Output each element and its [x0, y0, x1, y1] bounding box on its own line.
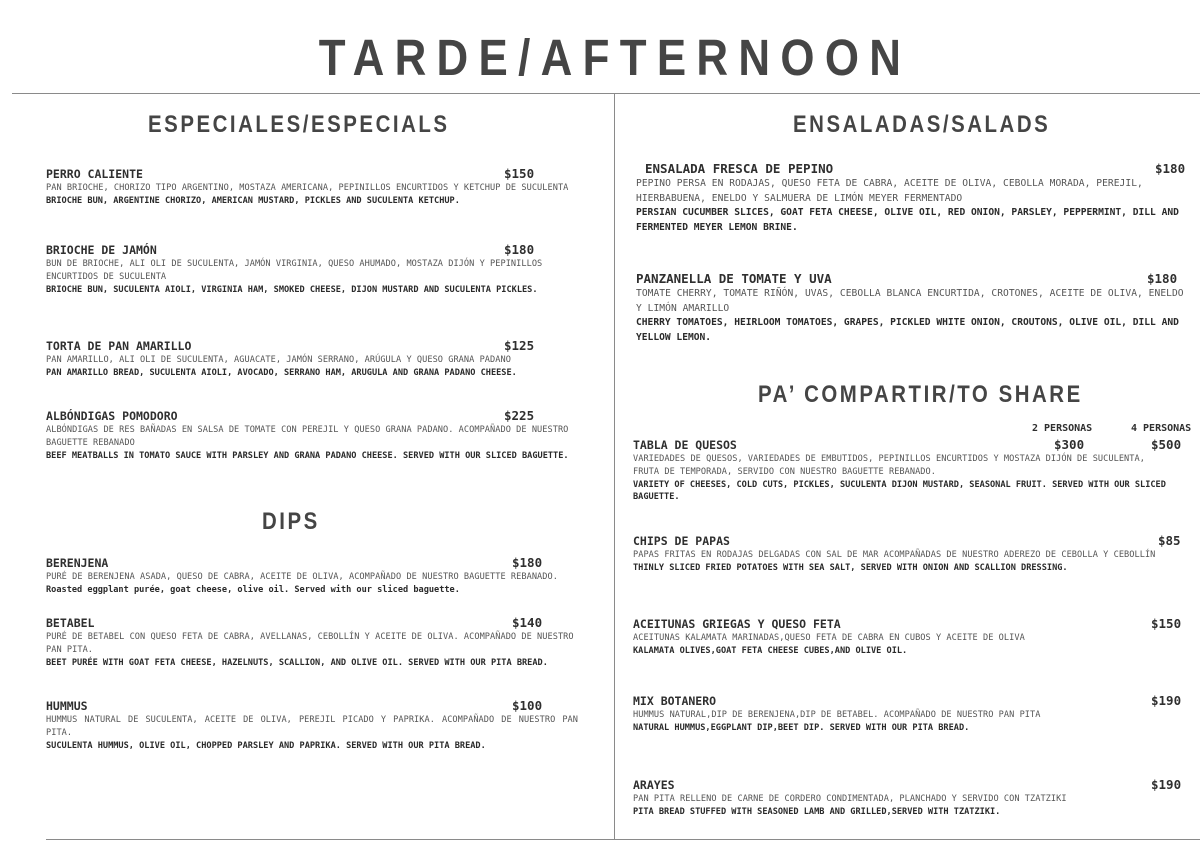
item-description-en: NATURAL HUMMUS,EGGPLANT DIP,BEET DIP. SERVED WITH OUR PITA BREAD.: [633, 722, 970, 733]
item-description-en: VARIETY OF CHEESES, COLD CUTS, PICKLES, SUCULENTA DIJON MUSTARD, SEASONAL FRUIT. SERVED WITH OUR SLICED BAGUETTE.: [633, 479, 1166, 503]
item-name: ENSALADA FRESCA DE PEPINO: [645, 161, 834, 176]
menu-item: [46, 166, 576, 208]
bottom-divider: [46, 839, 1200, 840]
item-description-es: PURÉ DE BETABEL CON QUESO FETA DE CABRA, AVELLANAS, CEBOLLÍN Y ACEITE DE OLIVA. ACOMPAÑADO DE NUESTRO PAN PITA.: [46, 632, 574, 655]
item-price: $190: [1151, 777, 1182, 792]
item-description-es: PURÉ DE BERENJENA ASADA, QUESO DE CABRA, ACEITE DE OLIVA, ACOMPAÑADO DE NUESTRO BAGUETTE REBANADO.: [46, 572, 558, 582]
column-divider: [614, 93, 615, 839]
menu-item: [633, 777, 1182, 819]
item-price: $140: [512, 615, 543, 630]
item-price: $190: [1151, 693, 1182, 708]
item-price: $180: [1155, 161, 1186, 176]
section-title-especiales: ESPECIALES/ESPECIALS: [148, 111, 450, 138]
item-description-es: VARIEDADES DE QUESOS, VARIEDADES DE EMBUTIDOS, PEPINILLOS ENCURTIDOS Y MOSTAZA DIJÓN DE SUCULENTA, FRUTA DE TEMPORADA, SERVIDO CON NUESTRO BAGUETTE REBANADO.: [633, 454, 1145, 477]
menu-item: [633, 693, 1182, 735]
menu-item: [633, 437, 1182, 504]
item-description-es: ALBÓNDIGAS DE RES BAÑADAS EN SALSA DE TOMATE CON PEREJIL Y QUESO GRANA PADANO. ACOMPAÑADO DE NUESTRO BAGUETTE REBANADO: [46, 425, 569, 448]
item-name: TABLA DE QUESOS: [633, 438, 737, 452]
item-price-4-personas: $500: [1151, 437, 1182, 452]
item-name: PANZANELLA DE TOMATE Y UVA: [636, 271, 832, 286]
item-description-en: BRIOCHE BUN, ARGENTINE CHORIZO, AMERICAN MUSTARD, PICKLES AND SUCULENTA KETCHUP.: [46, 195, 460, 206]
item-price: $180: [1147, 271, 1178, 286]
item-name: HUMMUS: [46, 699, 88, 713]
item-description-en: BEEF MEATBALLS IN TOMATO SAUCE WITH PARSLEY AND GRANA PADANO CHEESE. SERVED WITH OUR SLICED BAGUETTE.: [46, 450, 569, 461]
item-price: $125: [504, 338, 535, 353]
item-price: $150: [504, 166, 535, 181]
item-name: ACEITUNAS GRIEGAS Y QUESO FETA: [633, 617, 841, 631]
item-description-en: PAN AMARILLO BREAD, SUCULENTA AIOLI, AVOCADO, SERRANO HAM, ARUGULA AND GRANA PADANO CHEESE.: [46, 367, 517, 378]
menu-item: [46, 408, 576, 462]
item-description-en: Roasted eggplant purée, goat cheese, olive oil. Served with our sliced baguette.: [46, 584, 460, 595]
item-description-en: BEET PURÉE WITH GOAT FETA CHEESE, HAZELNUTS, SCALLION, AND OLIVE OIL. SERVED WITH OUR PITA BREAD.: [46, 657, 548, 668]
item-description-es: HUMMUS NATURAL DE SUCULENTA, ACEITE DE OLIVA, PEREJIL PICADO Y PAPRIKA. ACOMPAÑADO DE NUESTRO PAN PITA.: [46, 715, 578, 738]
item-description-en: PITA BREAD STUFFED WITH SEASONED LAMB AND GRILLED,SERVED WITH TZATZIKI.: [633, 806, 1001, 817]
item-description-es: PAN AMARILLO, ALI OLI DE SUCULENTA, AGUACATE, JAMÓN SERRANO, ARÚGULA Y QUESO GRANA PADANO: [46, 355, 511, 365]
item-description-es: PAPAS FRITAS EN RODAJAS DELGADAS CON SAL DE MAR ACOMPAÑADAS DE NUESTRO ADEREZO DE CEBOLLA Y CEBOLLÍN: [633, 550, 1156, 560]
menu-item: [633, 533, 1181, 575]
section-title-compartir: PA’ COMPARTIR/TO SHARE: [758, 381, 1083, 408]
menu-item: [46, 698, 578, 752]
top-divider: [12, 93, 1200, 94]
item-name: CHIPS DE PAPAS: [633, 534, 730, 548]
item-price-2-personas: $300: [1054, 437, 1085, 452]
item-price: $180: [512, 555, 543, 570]
item-description-es: HUMMUS NATURAL,DIP DE BERENJENA,DIP DE BETABEL. ACOMPAÑADO DE NUESTRO PAN PITA: [633, 710, 1041, 720]
menu-item: [633, 616, 1182, 658]
item-name: MIX BOTANERO: [633, 694, 717, 708]
item-description-en: CHERRY TOMATOES, HEIRLOOM TOMATOES, GRAPES, PICKLED WHITE ONION, CROUTONS, OLIVE OIL, DILL AND YELLOW LEMON.: [636, 317, 1179, 343]
menu-item: [636, 161, 1196, 235]
item-description-en: SUCULENTA HUMMUS, OLIVE OIL, CHOPPED PARSLEY AND PAPRIKA. SERVED WITH OUR PITA BREAD.: [46, 740, 486, 751]
item-name: TORTA DE PAN AMARILLO: [46, 339, 192, 353]
item-description-es: PEPINO PERSA EN RODAJAS, QUESO FETA DE CABRA, ACEITE DE OLIVA, CEBOLLA MORADA, PEREJIL, HIERBABUENA, ENELDO Y SALMUERA DE LIMÓN MEYER FERMENTADO: [636, 178, 1143, 204]
item-price: $150: [1151, 616, 1182, 631]
item-name: BRIOCHE DE JAMÓN: [46, 243, 157, 257]
item-description-es: PAN PITA RELLENO DE CARNE DE CORDERO CONDIMENTADA, PLANCHADO Y SERVIDO CON TZATZIKI: [633, 794, 1067, 804]
item-description-en: PERSIAN CUCUMBER SLICES, GOAT FETA CHEESE, OLIVE OIL, RED ONION, PARSLEY, PEPPERMINT, DILL AND FERMENTED MEYER LEMON BRINE.: [636, 207, 1179, 233]
item-name: ALBÓNDIGAS POMODORO: [46, 409, 178, 423]
menu-item: [46, 555, 578, 597]
item-price: $100: [512, 698, 543, 713]
menu-item: [46, 242, 576, 296]
item-description-en: THINLY SLICED FRIED POTATOES WITH SEA SALT, SERVED WITH ONION AND SCALLION DRESSING.: [633, 562, 1068, 573]
item-description-en: BRIOCHE BUN, SUCULENTA AIOLI, VIRGINIA HAM, SMOKED CHEESE, DIJON MUSTARD AND SUCULENTA PICKLES.: [46, 284, 538, 295]
item-name: PERRO CALIENTE: [46, 167, 143, 181]
menu-item: [46, 615, 578, 669]
menu-title: TARDE/AFTERNOON: [318, 29, 912, 86]
item-price: $85: [1158, 533, 1181, 548]
personas-2-label: 2 PERSONAS: [1032, 423, 1093, 434]
item-price: $225: [504, 408, 535, 423]
item-description-en: KALAMATA OLIVES,GOAT FETA CHEESE CUBES,AND OLIVE OIL.: [633, 645, 908, 656]
item-description-es: PAN BRIOCHE, CHORIZO TIPO ARGENTINO, MOSTAZA AMERICANA, PEPINILLOS ENCURTIDOS Y KETCHUP DE SUCULENTA: [46, 183, 569, 193]
item-description-es: BUN DE BRIOCHE, ALI OLI DE SUCULENTA, JAMÓN VIRGINIA, QUESO AHUMADO, MOSTAZA DIJÓN Y PEPINILLOS ENCURTIDOS DE SUCULENTA: [46, 259, 543, 282]
menu-item: [46, 338, 586, 380]
personas-4-label: 4 PERSONAS: [1131, 423, 1192, 434]
section-title-dips: DIPS: [262, 508, 320, 535]
item-name: ARAYES: [633, 778, 675, 792]
item-description-es: TOMATE CHERRY, TOMATE RIÑÓN, UVAS, CEBOLLA BLANCA ENCURTIDA, CROTONES, ACEITE DE OLIVA, ENELDO Y LIMÓN AMARILLO: [636, 288, 1184, 314]
item-description-es: ACEITUNAS KALAMATA MARINADAS,QUESO FETA DE CABRA EN CUBOS Y ACEITE DE OLIVA: [633, 633, 1025, 643]
menu-item: [636, 271, 1184, 345]
section-title-ensaladas: ENSALADAS/SALADS: [793, 111, 1051, 138]
item-name: BETABEL: [46, 616, 95, 630]
item-name: BERENJENA: [46, 556, 109, 570]
item-price: $180: [504, 242, 535, 257]
